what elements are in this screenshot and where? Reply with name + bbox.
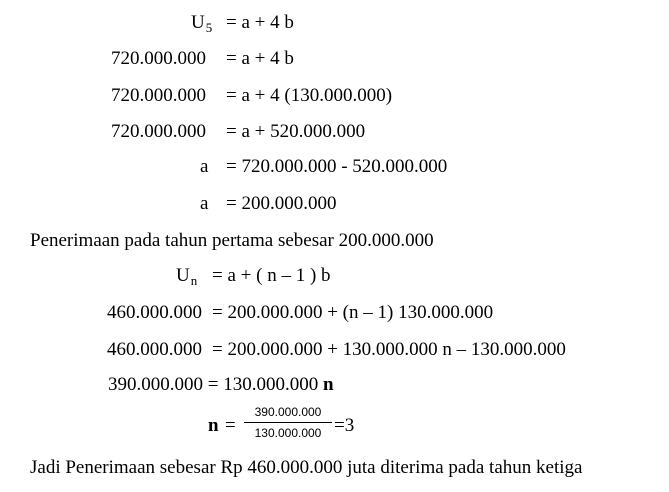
variable-n: n bbox=[208, 415, 219, 436]
result-value: =3 bbox=[334, 415, 355, 436]
step-3-rhs: = a + 4 (130.000.000) bbox=[226, 85, 393, 106]
u-symbol: U bbox=[191, 12, 205, 33]
subscript-n: n bbox=[190, 273, 198, 288]
step-9-rhs: = 200.000.000 + (n – 1) 130.000.000 bbox=[212, 302, 494, 323]
subscript-5: 5 bbox=[205, 20, 213, 35]
formula-u5-label bbox=[191, 12, 213, 35]
fraction-bar bbox=[244, 422, 332, 423]
fraction-denominator: 130.000.000 bbox=[254, 426, 322, 440]
conclusion-statement: Jadi Penerimaan sebesar Rp 460.000.000 juta diterima pada tahun ketiga bbox=[30, 457, 583, 478]
step-6-rhs: = 200.000.000 bbox=[226, 193, 337, 214]
step-10-lhs: 460.000.000 bbox=[107, 339, 202, 360]
step-5-lhs: a bbox=[200, 156, 209, 177]
formula-un-rhs: = a + ( n – 1 ) b bbox=[212, 265, 331, 286]
step-10-rhs: = 200.000.000 + 130.000.000 n – 130.000.000 bbox=[212, 339, 566, 360]
step-2-rhs: = a + 4 b bbox=[226, 48, 294, 69]
step-6-lhs: a bbox=[200, 193, 209, 214]
step-9-lhs: 460.000.000 bbox=[107, 302, 202, 323]
step-5-rhs: = 720.000.000 - 520.000.000 bbox=[226, 156, 448, 177]
step-4-lhs: 720.000.000 bbox=[111, 121, 206, 142]
first-year-statement: Penerimaan pada tahun pertama sebesar 200.000.000 bbox=[30, 230, 434, 251]
step-11-text: 390.000.000 = 130.000.000 bbox=[108, 374, 323, 395]
fraction bbox=[244, 405, 332, 440]
step-11 bbox=[108, 375, 334, 394]
step-3-lhs: 720.000.000 bbox=[111, 85, 206, 106]
step-2-lhs: 720.000.000 bbox=[111, 48, 206, 69]
formula-un-label bbox=[176, 265, 198, 288]
variable-n: n bbox=[322, 374, 334, 395]
fraction-numerator: 390.000.000 bbox=[254, 405, 322, 419]
u-symbol: U bbox=[176, 265, 190, 286]
step-4-rhs: = a + 520.000.000 bbox=[226, 121, 366, 142]
equals-sign: = bbox=[225, 415, 236, 436]
formula-u5-rhs: = a + 4 b bbox=[226, 12, 294, 33]
